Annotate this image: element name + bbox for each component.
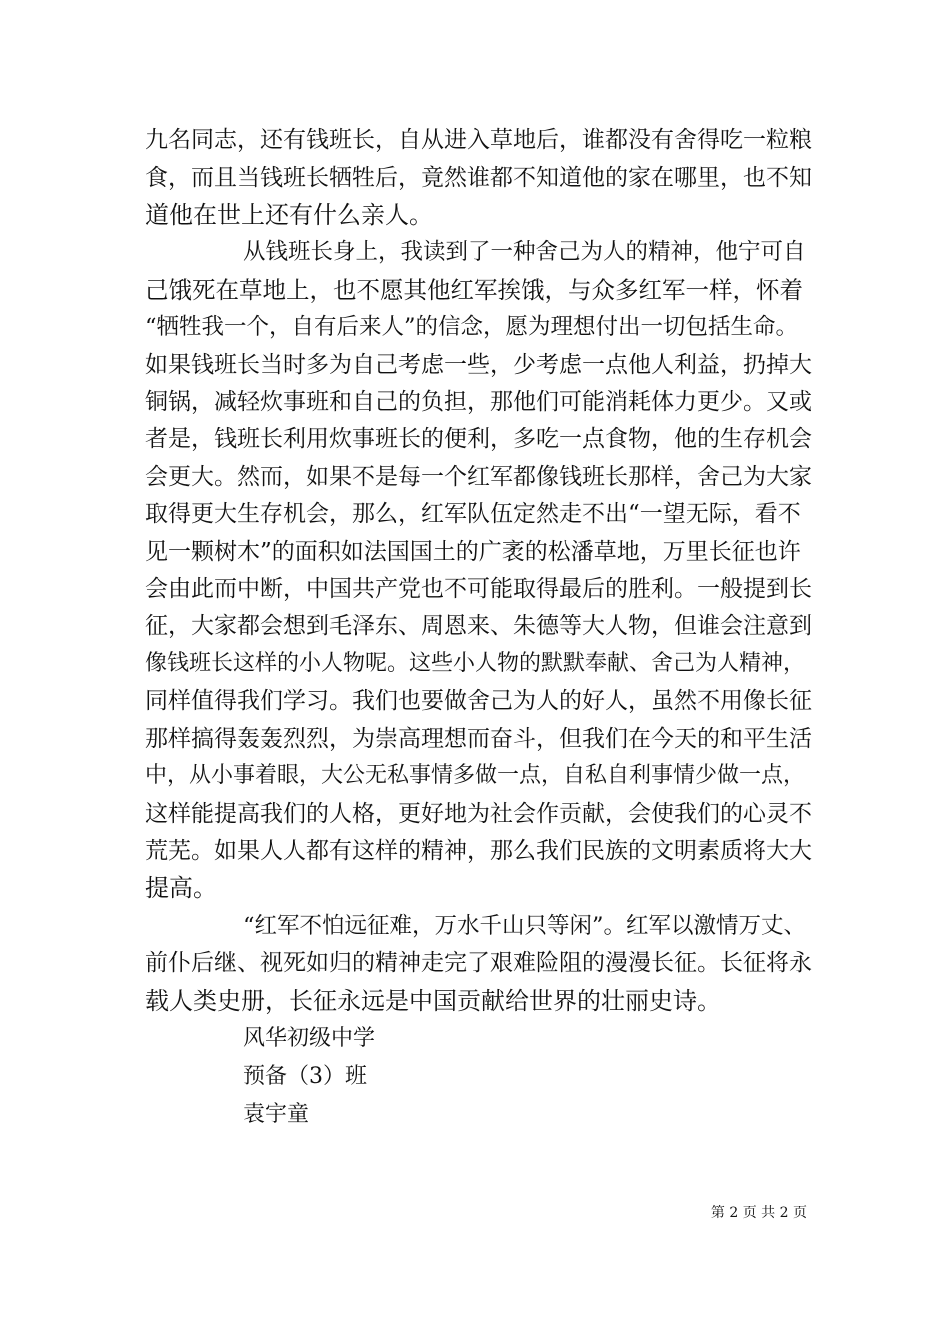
text-line: 载人类史册，长征永远是中国贡献给世界的壮丽史诗。 xyxy=(145,987,721,1015)
text-line: 会由此而中断，中国共产党也不可能取得最后的胜利。一般提到长 xyxy=(145,576,812,602)
signature-name: 袁宇童 xyxy=(243,1102,310,1127)
text-line: 者是，钱班长利用炊事班长的便利，多吃一点食物，他的生存机会 xyxy=(145,426,812,452)
text-line: 食，而且当钱班长牺牲后，竟然谁都不知道他的家在哪里，也不知 xyxy=(145,165,812,191)
text-line: “牺牲我一个，自有后来人”的信念，愿为理想付出一切包括生命。 xyxy=(145,314,799,340)
text-line: 同样值得我们学习。我们也要做舍己为人的好人，虽然不用像长征 xyxy=(145,688,812,714)
text-line: 取得更大生存机会，那么，红军队伍定然走不出“一望无际，看不 xyxy=(145,501,801,527)
text-line: 像钱班长这样的小人物呢。这些小人物的默默奉献、舍己为人精神， xyxy=(145,651,806,676)
text-line: 如果钱班长当时多为自己考虑一些，少考虑一点他人利益，扔掉大 xyxy=(145,352,812,378)
text-line: 那样搞得轰轰烈烈，为崇高理想而奋斗，但我们在今天的和平生活 xyxy=(145,726,812,752)
text-line: 前仆后继、视死如归的精神走完了艰难险阻的漫漫长征。长征将永 xyxy=(145,950,812,976)
text-line: 提高。 xyxy=(145,874,217,902)
text-line: 己饿死在草地上，也不愿其他红军挨饿，与众多红军一样，怀着 xyxy=(145,276,803,304)
text-line: 从钱班长身上，我读到了一种舍己为人的精神，他宁可自 xyxy=(243,239,806,265)
text-line: 九名同志，还有钱班长，自从进入草地后，谁都没有舍得吃一粒粮 xyxy=(145,127,812,153)
text-line: 这样能提高我们的人格，更好地为社会作贡献，会使我们的心灵不 xyxy=(145,801,812,827)
text-line: 会更大。然而，如果不是每一个红军都像钱班长那样，舍己为大家 xyxy=(145,464,812,490)
signature-school: 风华初级中学 xyxy=(243,1026,376,1051)
text-line: 见一颗树木”的面积如法国国土的广袤的松潘草地，万里长征也许 xyxy=(145,539,801,565)
text-line: 道他在世上还有什么亲人。 xyxy=(145,201,433,229)
text-line: 中，从小事着眼，大公无私事情多做一点，自私自利事情少做一点， xyxy=(145,763,806,788)
text-line: 铜锅，减轻炊事班和自己的负担，那他们可能消耗体力更少。又或 xyxy=(145,389,812,415)
text-line: “红军不怕远征难，万水千山只等闲”。红军以激情万丈、 xyxy=(243,913,807,939)
signature-class: 预备（3）班 xyxy=(243,1064,367,1089)
page-number-footer: 第 2 页 共 2 页 xyxy=(710,1205,807,1221)
text-line: 荒芜。如果人人都有这样的精神，那么我们民族的文明素质将大大 xyxy=(145,838,812,864)
text-line: 征，大家都会想到毛泽东、周恩来、朱德等大人物，但谁会注意到 xyxy=(145,613,812,639)
